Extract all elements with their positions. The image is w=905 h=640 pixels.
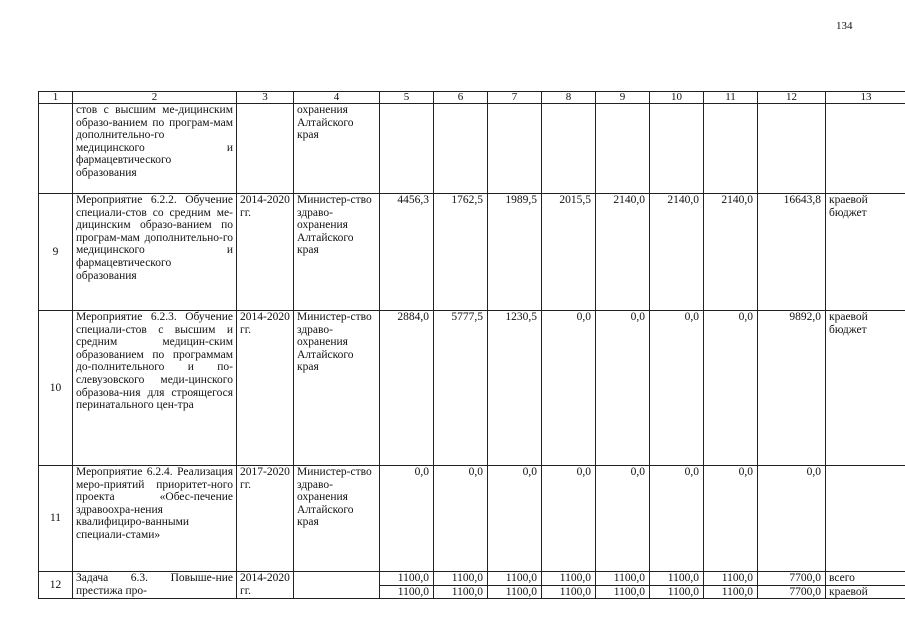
row-number: [39, 104, 73, 194]
value-cell: 0,0: [488, 466, 542, 572]
value-cell: 1100,0: [650, 585, 704, 599]
value-cell: 1100,0: [434, 585, 488, 599]
value-cell: [488, 104, 542, 194]
value-cell: 1100,0: [596, 572, 650, 586]
value-cell: 2015,5: [542, 194, 596, 311]
page-number: 134: [836, 20, 853, 32]
column-header: 12: [758, 92, 826, 104]
period-cell: [237, 104, 294, 194]
value-cell: 1100,0: [596, 585, 650, 599]
value-cell: 1100,0: [704, 585, 758, 599]
value-cell: [758, 104, 826, 194]
value-cell: 0,0: [704, 311, 758, 466]
value-cell: [704, 104, 758, 194]
period-cell: 2014-2020 гг.: [237, 572, 294, 599]
value-cell: 2140,0: [704, 194, 758, 311]
column-header: 5: [380, 92, 434, 104]
row-number: 11: [39, 466, 73, 572]
column-header: 7: [488, 92, 542, 104]
executor-cell: [294, 572, 380, 599]
value-cell: 5777,5: [434, 311, 488, 466]
source-cell: краевой бюджет: [826, 311, 905, 466]
value-cell: 4456,3: [380, 194, 434, 311]
column-header: 8: [542, 92, 596, 104]
value-cell: [380, 104, 434, 194]
value-cell: 1100,0: [434, 572, 488, 586]
value-cell: 1100,0: [704, 572, 758, 586]
executor-cell: Министер-ство здраво-охранения Алтайского края: [294, 466, 380, 572]
value-cell: 1100,0: [380, 585, 434, 599]
period-cell: 2017-2020 гг.: [237, 466, 294, 572]
activity-cell: Мероприятие 6.2.3. Обучение специали-стов с высшим и средним медицин-ским образованием по программам до-полнительного и по-слевузовского меди-цинского образова-ния для строящегося перинатального цен-тра: [73, 311, 237, 466]
value-cell: [650, 104, 704, 194]
value-cell: 2140,0: [596, 194, 650, 311]
value-cell: 1100,0: [542, 585, 596, 599]
value-cell: 0,0: [596, 466, 650, 572]
value-cell: 0,0: [434, 466, 488, 572]
period-cell: 2014-2020 гг.: [237, 194, 294, 311]
value-cell: 0,0: [380, 466, 434, 572]
column-header: 6: [434, 92, 488, 104]
executor-cell: Министер-ство здраво-охранения Алтайского края: [294, 311, 380, 466]
column-header: 1: [39, 92, 73, 104]
value-cell: 1100,0: [488, 572, 542, 586]
column-header: 2: [73, 92, 237, 104]
period-cell: 2014-2020 гг.: [237, 311, 294, 466]
value-cell: [434, 104, 488, 194]
row-number: 9: [39, 194, 73, 311]
column-header: 9: [596, 92, 650, 104]
column-header: 4: [294, 92, 380, 104]
value-cell: [596, 104, 650, 194]
value-cell: 0,0: [596, 311, 650, 466]
value-cell: [542, 104, 596, 194]
column-header-row: [39, 92, 905, 104]
value-cell: 1989,5: [488, 194, 542, 311]
table-row: [39, 466, 905, 572]
value-cell: 1762,5: [434, 194, 488, 311]
value-cell: 2140,0: [650, 194, 704, 311]
value-cell: 1100,0: [542, 572, 596, 586]
column-header: 13: [826, 92, 905, 104]
row-number: 12: [39, 572, 73, 599]
value-cell: 7700,0: [758, 585, 826, 599]
source-cell: [826, 466, 905, 572]
source-cell: [826, 104, 905, 194]
activity-cell: Мероприятие 6.2.4. Реализация меро-приятий приоритет-ного проекта «Обес-печение здравоохра-нения квалифициро-ванными специали-стами»: [73, 466, 237, 572]
value-cell: 0,0: [542, 311, 596, 466]
value-cell: 9892,0: [758, 311, 826, 466]
value-cell: 0,0: [650, 311, 704, 466]
budget-table: [38, 91, 905, 599]
value-cell: 0,0: [650, 466, 704, 572]
value-cell: 16643,8: [758, 194, 826, 311]
table-row: [39, 104, 905, 194]
value-cell: 1230,5: [488, 311, 542, 466]
value-cell: 0,0: [704, 466, 758, 572]
row-number: 10: [39, 311, 73, 466]
value-cell: 7700,0: [758, 572, 826, 586]
source-cell: всего: [826, 572, 905, 586]
column-header: 11: [704, 92, 758, 104]
value-cell: 0,0: [758, 466, 826, 572]
task-row: [39, 572, 905, 586]
activity-cell: стов с высшим ме-дицинским образо-ванием по програм-мам дополнительно-го медицинского и фармацевтического образования: [73, 104, 237, 194]
source-cell: краевой: [826, 585, 905, 599]
value-cell: 1100,0: [488, 585, 542, 599]
table-row: [39, 311, 905, 466]
source-cell: краевой бюджет: [826, 194, 905, 311]
value-cell: 2884,0: [380, 311, 434, 466]
value-cell: 0,0: [542, 466, 596, 572]
executor-cell: охранения Алтайского края: [294, 104, 380, 194]
activity-cell: Мероприятие 6.2.2. Обучение специали-стов со средним ме-дицинским образо-ванием по програм-мам дополнительно-го медицинского и фармацевтического образования: [73, 194, 237, 311]
activity-cell: Задача 6.3. Повыше-ние престижа про-: [73, 572, 237, 599]
value-cell: 1100,0: [380, 572, 434, 586]
column-header: 10: [650, 92, 704, 104]
column-header: 3: [237, 92, 294, 104]
table-row: [39, 194, 905, 311]
value-cell: 1100,0: [650, 572, 704, 586]
executor-cell: Министер-ство здраво-охранения Алтайского края: [294, 194, 380, 311]
